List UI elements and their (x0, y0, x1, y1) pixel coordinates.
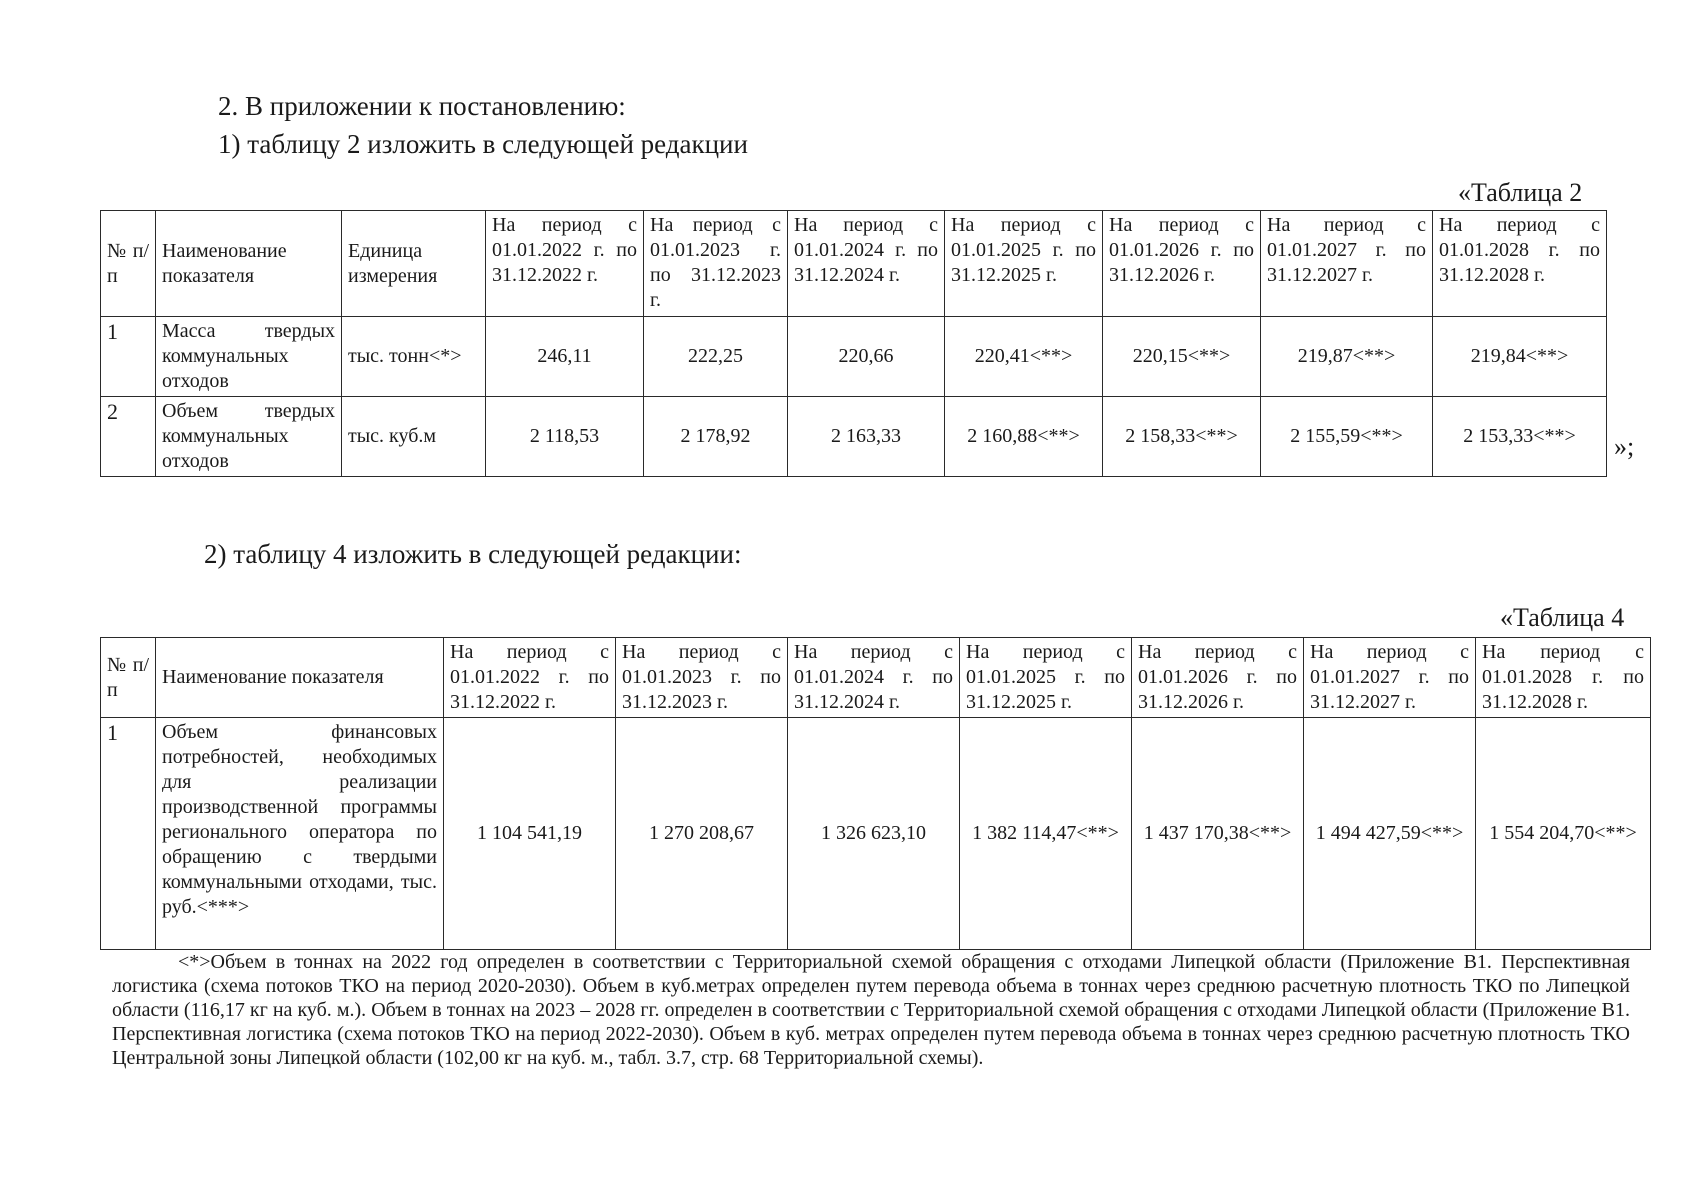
header-name: Наименование показателя (156, 211, 342, 317)
table-row (101, 317, 1607, 397)
header-name: Наименование показателя (156, 638, 444, 718)
value-cell: 1 382 114,47<**> (960, 718, 1132, 950)
row-name: Объем финансовых потребностей, необходимых для реализации производственной программы регионального оператора по обращению с твердыми коммунальными отходами, тыс. руб.<***> (156, 718, 444, 950)
value-cell: 1 270 208,67 (616, 718, 788, 950)
header-period-2026: На период с 01.01.2026 г. по 31.12.2026 г. (1103, 211, 1261, 317)
value-cell: 2 155,59<**> (1261, 397, 1433, 477)
table2-instruction: 1) таблицу 2 изложить в следующей редакции (218, 129, 748, 159)
footnote: <*>Объем в тоннах на 2022 год определен в соответствии с Территориальной схемой обращения с отходами Липецкой области (Приложение В1. Перспективная логистика (схема потоков ТКО на период 2020-2030). Объем в куб.метрах определен путем перевода объема в тоннах через среднюю расчетную плотность ТКО по Липецкой области (116,17 кг на куб. м.). Объем в тоннах на 2023 – 2028 гг. определен в соответствии с Территориальной схемой обращения с отходами Липецкой области (Приложение В1. Перспективная логистика (схема потоков ТКО на период 2022-2030). Объем в куб. метрах определен путем перевода объема в тоннах через среднюю расчетную плотность ТКО Центральной зоны Липецкой области (102,00 кг на куб. м., табл. 3.7, стр. 68 Территориальной схемы). (112, 951, 1630, 1069)
section-heading: 2. В приложении к постановлению: (218, 91, 626, 121)
value-cell: 246,11 (486, 317, 644, 397)
row-number: 2 (101, 397, 156, 477)
table4-header-row (101, 638, 1651, 718)
value-cell: 1 104 541,19 (444, 718, 616, 950)
value-cell: 222,25 (644, 317, 788, 397)
header-period-2022: На период с 01.01.2022 г. по 31.12.2022 г. (444, 638, 616, 718)
table2-header-row (101, 211, 1607, 317)
row-number: 1 (101, 317, 156, 397)
value-cell: 2 158,33<**> (1103, 397, 1261, 477)
value-cell: 219,84<**> (1433, 317, 1607, 397)
table2-caption: «Таблица 2 (1458, 178, 1583, 207)
header-unit: Единица измерения (342, 211, 486, 317)
table-row (101, 718, 1651, 950)
row-number: 1 (101, 718, 156, 950)
header-period-2028: На период с 01.01.2028 г. по 31.12.2028 г. (1433, 211, 1607, 317)
value-cell: 1 554 204,70<**> (1476, 718, 1651, 950)
value-cell: 219,87<**> (1261, 317, 1433, 397)
header-period-2025: На период с 01.01.2025 г. по 31.12.2025 г. (945, 211, 1103, 317)
table2 (100, 210, 1607, 477)
header-period-2023: На период с 01.01.2023 г. по 31.12.2023 г. (644, 211, 788, 317)
header-period-2027: На период с 01.01.2027 г. по 31.12.2027 г. (1304, 638, 1476, 718)
value-cell: 220,41<**> (945, 317, 1103, 397)
value-cell: 220,66 (788, 317, 945, 397)
header-no: № п/п (101, 211, 156, 317)
row-unit: тыс. тонн<*> (342, 317, 486, 397)
header-period-2024: На период с 01.01.2024 г. по 31.12.2024 г. (788, 638, 960, 718)
table4 (100, 637, 1651, 950)
value-cell: 2 163,33 (788, 397, 945, 477)
header-period-2028: На период с 01.01.2028 г. по 31.12.2028 г. (1476, 638, 1651, 718)
row-unit: тыс. куб.м (342, 397, 486, 477)
header-period-2023: На период с 01.01.2023 г. по 31.12.2023 г. (616, 638, 788, 718)
value-cell: 2 178,92 (644, 397, 788, 477)
value-cell: 2 153,33<**> (1433, 397, 1607, 477)
table4-caption: «Таблица 4 (1500, 603, 1625, 632)
header-period-2022: На период с 01.01.2022 г. по 31.12.2022 г. (486, 211, 644, 317)
value-cell: 1 494 427,59<**> (1304, 718, 1476, 950)
value-cell: 220,15<**> (1103, 317, 1261, 397)
value-cell: 2 160,88<**> (945, 397, 1103, 477)
table2-closing-quote: »; (1614, 432, 1635, 461)
header-no: № п/п (101, 638, 156, 718)
table-row (101, 397, 1607, 477)
table4-instruction: 2) таблицу 4 изложить в следующей редакции: (204, 539, 742, 569)
header-period-2025: На период с 01.01.2025 г. по 31.12.2025 г. (960, 638, 1132, 718)
header-period-2026: На период с 01.01.2026 г. по 31.12.2026 г. (1132, 638, 1304, 718)
value-cell: 2 118,53 (486, 397, 644, 477)
header-period-2027: На период с 01.01.2027 г. по 31.12.2027 г. (1261, 211, 1433, 317)
value-cell: 1 437 170,38<**> (1132, 718, 1304, 950)
row-name: Масса твердых коммунальных отходов (156, 317, 342, 397)
value-cell: 1 326 623,10 (788, 718, 960, 950)
header-period-2024: На период с 01.01.2024 г. по 31.12.2024 г. (788, 211, 945, 317)
row-name: Объем твердых коммунальных отходов (156, 397, 342, 477)
